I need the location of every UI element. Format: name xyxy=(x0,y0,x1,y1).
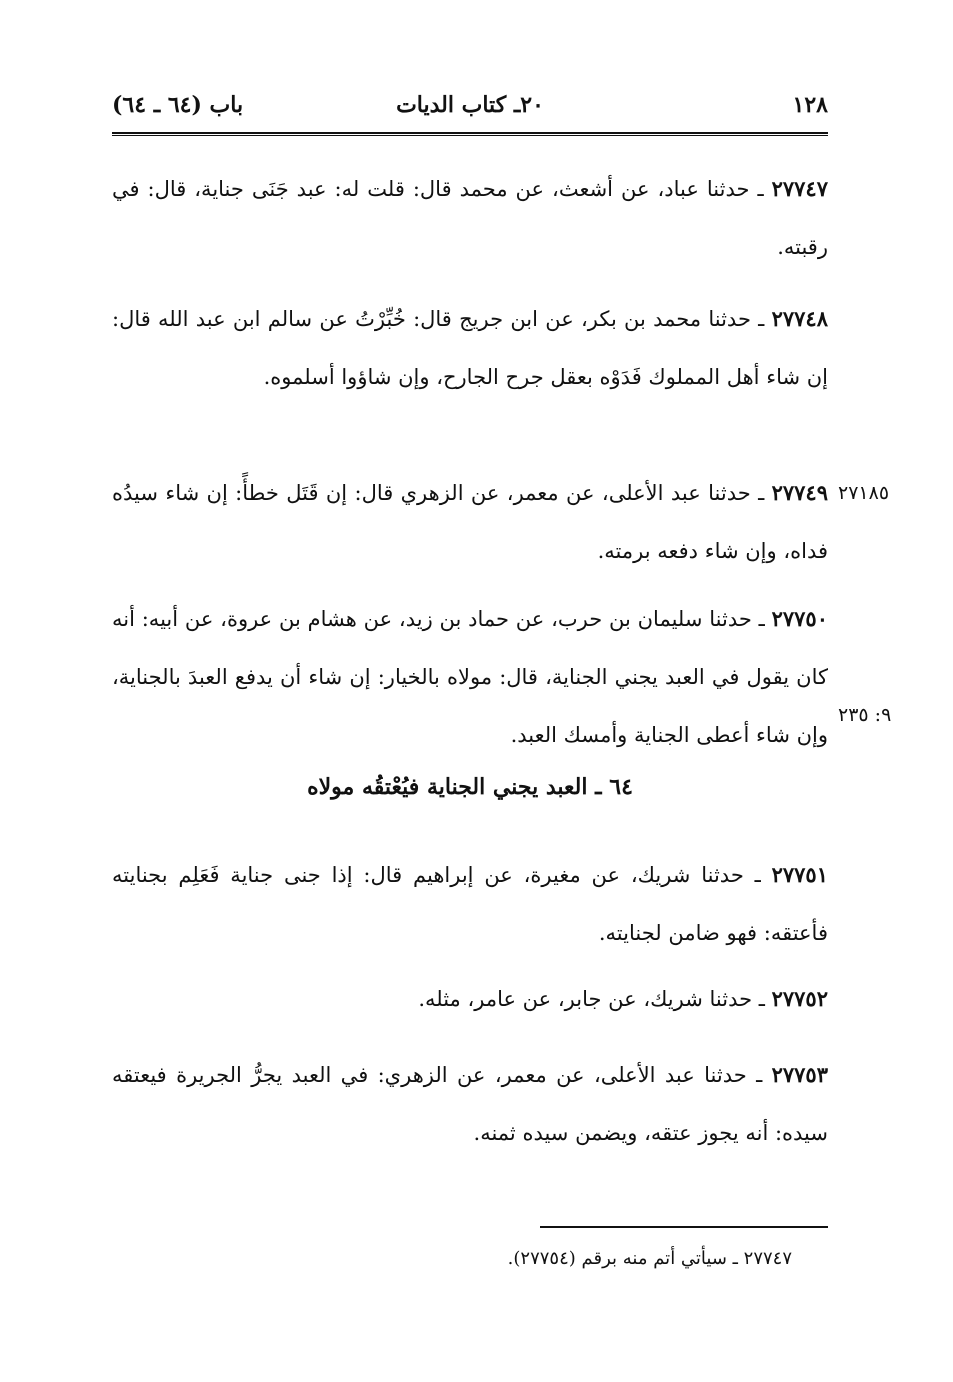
hadith-number: ٢٧٧٥٠ xyxy=(771,606,828,631)
hadith-text: ـ حدثنا شريك، عن جابر، عن عامر، مثله. xyxy=(418,987,772,1011)
hadith-text: ـ حدثنا عبد الأعلى، عن معمر، عن الزهري قال: إن قَتَل خطأً: إن شاء سيدُه فداه، وإن شاء دفعه برمته. xyxy=(112,481,828,563)
hadith-number: ٢٧٧٤٧ xyxy=(771,176,828,201)
margin-reference: ٩: ٢٣٥ xyxy=(838,704,892,726)
hadith-number: ٢٧٧٥٢ xyxy=(771,986,828,1011)
page-header xyxy=(112,88,828,128)
hadith-paragraph xyxy=(112,590,828,764)
hadith-number: ٢٧٧٥١ xyxy=(771,862,828,887)
margin-reference: ٢٧١٨٥ xyxy=(838,482,890,504)
hadith-text: ـ حدثنا عباد، عن أشعث، عن محمد قال: قلت له: عبد جَنَى جناية، قال: في رقبته. xyxy=(112,177,828,259)
section-heading: ٦٤ ـ العبد يجني الجناية فيُعْتقُه مولاه xyxy=(307,774,633,800)
hadith-text: ـ حدثنا عبد الأعلى، عن معمر، عن الزهري: في العبد يجرُّ الجريرة فيعتقه سيده: أنه يجوز عتقه، ويضمن سيده ثمنه. xyxy=(112,1063,828,1145)
book-title: ٢٠ـ كتاب الديات xyxy=(396,92,544,118)
hadith-paragraph xyxy=(112,1046,828,1162)
hadith-paragraph xyxy=(112,290,828,406)
chapter-reference: باب (٦٤ ـ ٦٤) xyxy=(112,92,244,118)
hadith-text: ـ حدثنا شريك، عن مغيرة، عن إبراهيم قال: إذا جنى جناية فَعَلِم بجنايته فأعتقه: فهو ضامن لجنايته. xyxy=(112,863,828,945)
hadith-paragraph xyxy=(112,846,828,962)
hadith-text: ـ حدثنا سليمان بن حرب، عن حماد بن زيد، عن هشام بن عروة، عن أبيه: أنه كان يقول في العبد يجني الجناية، قال: مولاه بالخيار: إن شاء أن يدفع العبدَ بالجناية، وإن شاء أعطى الجناية وأمسك العبد. xyxy=(112,607,828,747)
hadith-number: ٢٧٧٥٣ xyxy=(771,1062,828,1087)
header-rule-thin xyxy=(112,135,828,136)
hadith-paragraph xyxy=(112,464,828,580)
header-rule xyxy=(112,132,828,134)
hadith-number: ٢٧٧٤٨ xyxy=(771,306,828,331)
hadith-paragraph xyxy=(112,970,828,1028)
hadith-text: ـ حدثنا محمد بن بكر، عن ابن جريج قال: خُبِّرْتُ عن سالم ابن عبد الله قال: إن شاء أهل المملوك فَدَوْه بعقل جرح الجارح، وإن شاؤوا أسلموه. xyxy=(112,307,828,389)
hadith-number: ٢٧٧٤٩ xyxy=(771,480,828,505)
page-number: ١٢٨ xyxy=(792,92,828,118)
footnote-rule xyxy=(540,1226,828,1228)
hadith-paragraph xyxy=(112,160,828,276)
footnote: ٢٧٧٤٧ ـ سيأتي أتم منه برقم (٢٧٧٥٤). xyxy=(507,1248,792,1269)
